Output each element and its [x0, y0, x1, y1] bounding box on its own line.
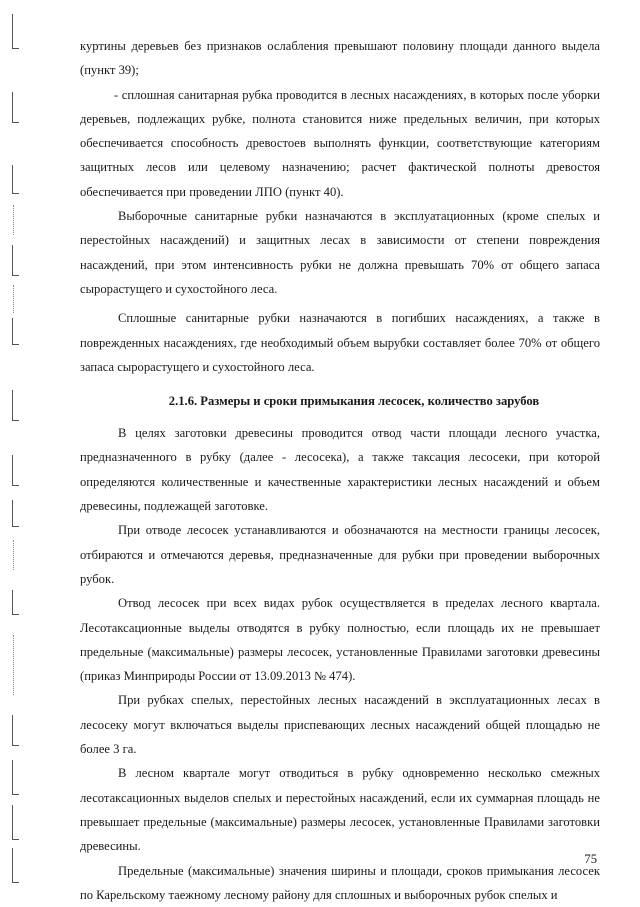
binding-mark — [12, 500, 19, 527]
paragraph: Выборочные санитарные рубки назначаются в эксплуатационных (кроме спелых и перестойных насаждений) и защитных лесах в зависимости от степени повреждения насаждений, при этом интенсивность рубки не должна превышать 70% от общего запаса сырорастущего и сухостойного леса. — [80, 204, 600, 301]
paragraph: Предельные (максимальные) значения ширины и площади, сроков примыкания лесосек по Карельскому таежному лесному району для сплошных и выборочных рубок спелых и — [80, 859, 600, 907]
binding-mark — [12, 805, 19, 840]
binding-mark — [12, 165, 19, 194]
binding-mark — [12, 14, 19, 49]
document-body — [80, 34, 600, 907]
binding-mark — [13, 635, 15, 695]
binding-mark — [13, 205, 15, 235]
paragraph: При отводе лесосек устанавливаются и обозначаются на местности границы лесосек, отбираются и отмечаются деревья, предназначенные для рубки при проведении выборочных рубок. — [80, 518, 600, 591]
binding-mark — [12, 92, 19, 123]
binding-mark — [12, 455, 19, 486]
paragraph: - сплошная санитарная рубка проводится в лесных насаждениях, в которых после уборки деревьев, подлежащих рубке, полнота становится ниже предельных величин, при которых обеспечивается способность древостоев выполнять функции, соответствующие категориям защитных лесов или целевому назначению; расчет фактической полноты древостоя обеспечивается при проведении ЛПО (пункт 40). — [80, 83, 600, 204]
paragraph: куртины деревьев без признаков ослабления превышают половину площади данного выдела (пункт 39); — [80, 34, 600, 83]
paragraph: При рубках спелых, перестойных лесных насаждений в эксплуатационных лесах в лесосеку могут включаться выделы приспевающих лесных насаждений общей площадью не более 3 га. — [80, 688, 600, 761]
binding-mark — [12, 318, 19, 345]
section-heading: 2.1.6. Размеры и сроки примыкания лесосек, количество зарубов — [108, 389, 600, 413]
paragraph: В целях заготовки древесины проводится отвод части площади лесного участка, предназначенного в рубку (далее - лесосека), а также таксация лесосеки, при которой определяются количественные и качественные характеристики лесных насаждений и объем древесины, подлежащей заготовке. — [80, 421, 600, 518]
page-number: 75 — [584, 852, 597, 867]
paragraph: В лесном квартале могут отводиться в рубку одновременно несколько смежных лесотаксационных выделов спелых и перестойных насаждений, если их суммарная площадь не превышает предельные (максимальные) размеры лесосек, установленные Правилами заготовки древесины. — [80, 761, 600, 858]
binding-mark — [13, 540, 15, 570]
binding-mark — [13, 285, 15, 313]
binding-mark — [12, 760, 19, 795]
binding-mark — [12, 848, 19, 883]
binding-mark — [12, 590, 19, 615]
binding-mark — [12, 715, 19, 746]
paragraph: Отвод лесосек при всех видах рубок осуществляется в пределах лесного квартала. Лесотаксационные выделы отводятся в рубку полностью, если площадь их не превышает предельные (максимальные) размеры лесосек, установленные Правилами заготовки древесины (приказ Минприроды России от 13.09.2013 № 474). — [80, 591, 600, 688]
paragraph: Сплошные санитарные рубки назначаются в погибших насаждениях, а также в поврежденных насаждениях, где необходимый объем вырубки составляет более 70% от общего запаса сырорастущего и сухостойного леса. — [80, 306, 600, 379]
binding-mark — [12, 390, 19, 421]
binding-mark — [12, 245, 19, 276]
